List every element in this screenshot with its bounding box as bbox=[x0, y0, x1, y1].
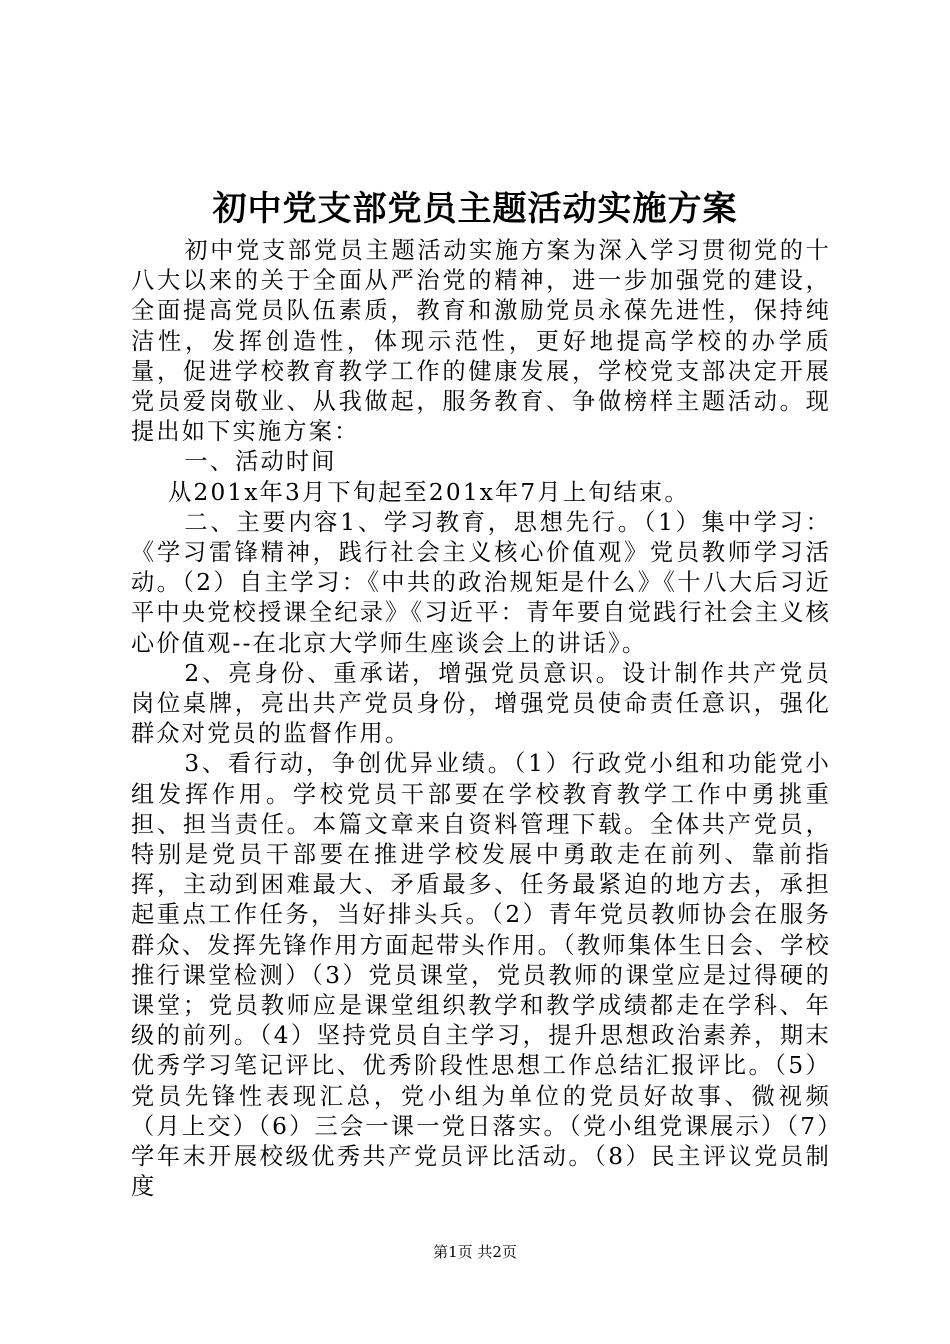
paragraph-intro: 初中党支部党员主题活动实施方案为深入学习贯彻党的十八大以来的关于全面从严治党的精神，进一步加强党的建设，全面提高党员队伍素质，教育和激励党员永葆先进性，保持纯洁性，发挥创造性，体现示范性，更好地提高学校的办学质量，促进学校教育教学工作的健康发展，学校党支部决定开展党员爱岗敬业、从我做起，服务教育、争做榜样主题活动。现提出如下实施方案： bbox=[131, 237, 831, 446]
paragraph-main-content: 二、主要内容1、学习教育，思想先行。（1）集中学习：《学习雷锋精神，践行社会主义核心价值观》党员教师学习活动。（2）自主学习：《中共的政治规矩是什么》《十八大后习近平中央党校授课全纪录》《习近平：青年要自觉践行社会主义核心价值观--在北京大学师生座谈会上的讲话》。 bbox=[131, 508, 831, 657]
page-indicator: 第1页 共2页 bbox=[433, 1243, 517, 1261]
document-body bbox=[131, 236, 831, 1203]
paragraph-identity: 2、亮身份、重承诺，增强党员意识。设计制作共产党员岗位桌牌，亮出共产党员身份，增强党员使命责任意识，强化群众对党员的监督作用。 bbox=[131, 659, 831, 748]
document-title: 初中党支部党员主题活动实施方案 bbox=[212, 189, 738, 229]
paragraph-activity-time: 从201x年3月下旬起至201x年7月上旬结束。 bbox=[168, 478, 690, 506]
heading-activity-time: 一、活动时间 bbox=[184, 448, 337, 476]
paragraph-action: 3、看行动，争创优异业绩。（1）行政党小组和功能党小组发挥作用。学校党员干部要在学校教育教学工作中勇挑重担、担当责任。本篇文章来自资料管理下载。全体共产党员，特别是党员干部要在推进学校发展中勇敢走在前列、靠前指挥，主动到困难最大、矛盾最多、任务最紧迫的地方去，承担起重点工作任务，当好排头兵。（2）青年党员教师协会在服务群众、发挥先锋作用方面起带头作用。（教师集体生日会、学校推行课堂检测）（3）党员课堂，党员教师的课堂应是过得硬的课堂；党员教师应是课堂组织教学和教学成绩都走在学科、年级的前列。（4）坚持党员自主学习，提升思想政治素养，期末优秀学习笔记评比、优秀阶段性思想工作总结汇报评比。（5）党员先锋性表现汇总，党小组为单位的党员好故事、微视频（月上交）（6）三会一课一党日落实。（党小组党课展示）（7）学年末开展校级优秀共产党员评比活动。（8）民主评议党员制度 bbox=[131, 750, 831, 1201]
